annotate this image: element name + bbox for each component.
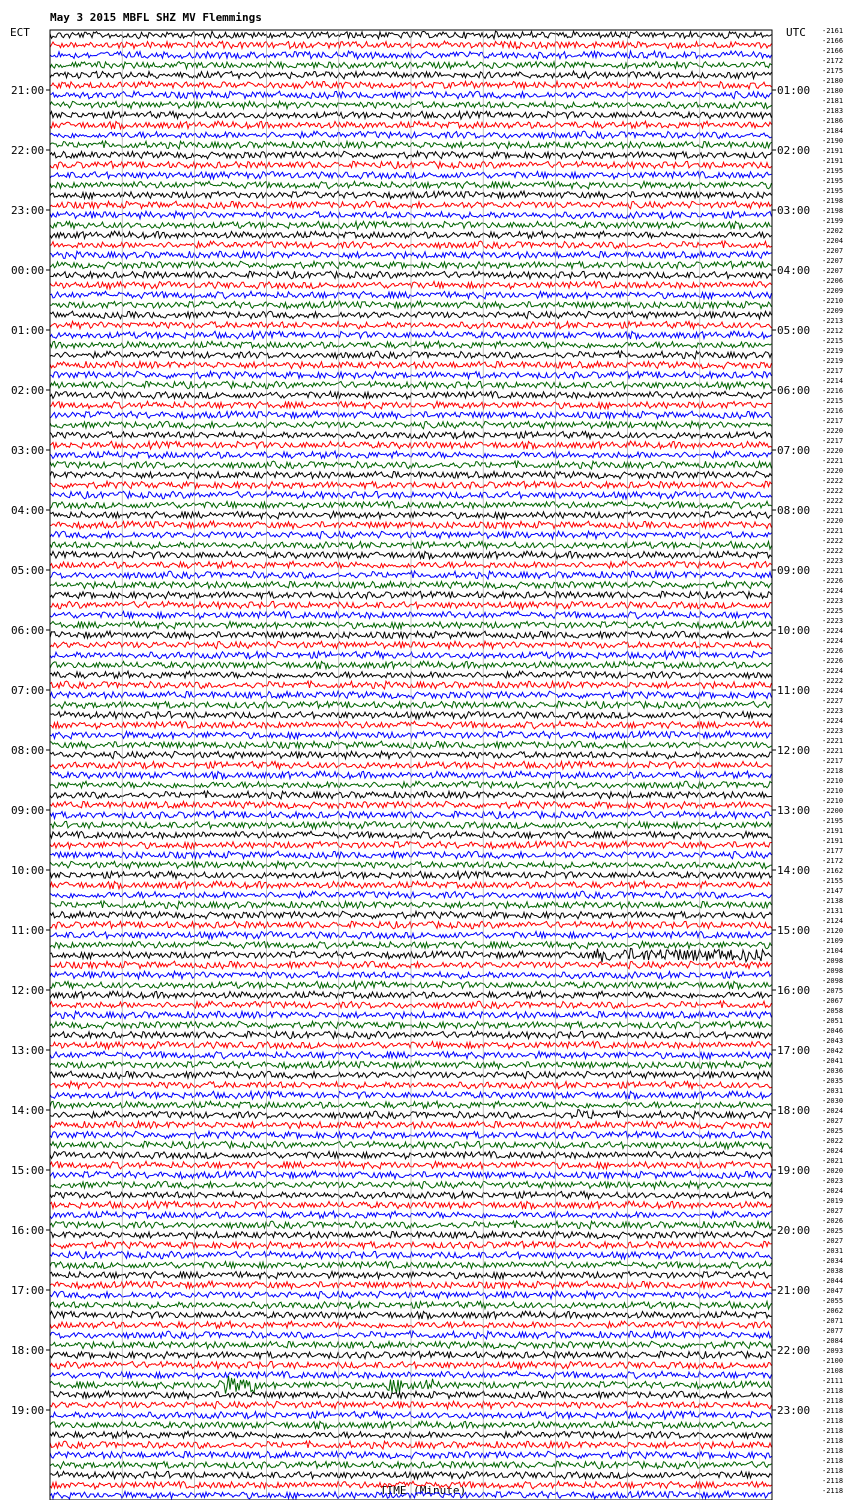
right-hour-label: 07:00: [777, 444, 811, 457]
trace-offset-label: -2202: [822, 227, 844, 235]
right-hour-label: 09:00: [777, 564, 811, 577]
trace-offset-label: -2222: [822, 677, 844, 685]
trace-offset-label: -2180: [822, 77, 844, 85]
trace-offset-label: -2206: [822, 277, 844, 285]
left-hour-label: 10:00: [11, 864, 45, 877]
trace-offset-label: -2215: [822, 397, 844, 405]
right-hour-label: 20:00: [777, 1224, 811, 1237]
trace-offset-label: -2226: [822, 647, 844, 655]
trace-offset-label: -2058: [822, 1007, 844, 1015]
trace-offset-label: -2221: [822, 527, 844, 535]
trace-offset-label: -2183: [822, 107, 844, 115]
left-hour-label: 19:00: [11, 1404, 45, 1417]
trace-offset-label: -2224: [822, 687, 844, 695]
trace-offset-label: -2035: [822, 1077, 844, 1085]
trace-offset-label: -2118: [822, 1487, 844, 1495]
left-hour-label: 11:00: [11, 924, 45, 937]
trace-offset-label: -2111: [822, 1377, 844, 1385]
trace-offset-label: -2020: [822, 1167, 844, 1175]
trace-offset-label: -2221: [822, 507, 844, 515]
trace-offset-label: -2195: [822, 177, 844, 185]
trace-offset-label: -2118: [822, 1477, 844, 1485]
right-hour-label: 23:00: [777, 1404, 811, 1417]
trace-offset-label: -2104: [822, 947, 844, 955]
trace-offset-label: -2224: [822, 717, 844, 725]
left-hour-label: 14:00: [11, 1104, 45, 1117]
trace-offset-label: -2220: [822, 467, 844, 475]
trace-offset-label: -2212: [822, 327, 844, 335]
trace-offset-label: -2210: [822, 797, 844, 805]
trace-offset-label: -2098: [822, 957, 844, 965]
trace-offset-label: -2226: [822, 577, 844, 585]
trace-offset-label: -2216: [822, 387, 844, 395]
trace-offset-label: -2210: [822, 297, 844, 305]
left-hour-label: 21:00: [11, 84, 45, 97]
trace-offset-label: -2024: [822, 1147, 844, 1155]
trace-offset-label: -2071: [822, 1317, 844, 1325]
trace-offset-label: -2155: [822, 877, 844, 885]
trace-offset-label: -2198: [822, 197, 844, 205]
trace-offset-labels: [822, 27, 843, 1495]
trace-offset-label: -2161: [822, 27, 844, 35]
trace-offset-label: -2215: [822, 337, 844, 345]
trace-offset-label: -2098: [822, 967, 844, 975]
trace-offset-label: -2199: [822, 217, 844, 225]
trace-offset-label: -2027: [822, 1207, 844, 1215]
trace-offset-label: -2216: [822, 407, 844, 415]
trace-offset-label: -2224: [822, 637, 844, 645]
trace-offset-label: -2209: [822, 287, 844, 295]
trace-offset-label: -2098: [822, 977, 844, 985]
left-hour-label: 18:00: [11, 1344, 45, 1357]
trace-offset-label: -2207: [822, 267, 844, 275]
right-hour-label: 21:00: [777, 1284, 811, 1297]
left-hour-label: 09:00: [11, 804, 45, 817]
trace-offset-label: -2108: [822, 1367, 844, 1375]
trace-offset-label: -2207: [822, 257, 844, 265]
trace-offset-label: -2204: [822, 237, 844, 245]
trace-offset-label: -2036: [822, 1067, 844, 1075]
right-hour-label: 17:00: [777, 1044, 811, 1057]
trace-offset-label: -2223: [822, 557, 844, 565]
trace-offset-label: -2221: [822, 737, 844, 745]
left-hour-label: 16:00: [11, 1224, 45, 1237]
trace-offset-label: -2118: [822, 1437, 844, 1445]
trace-offset-label: -2209: [822, 307, 844, 315]
trace-offset-label: -2022: [822, 1137, 844, 1145]
trace-offset-label: -2041: [822, 1057, 844, 1065]
trace-offset-label: -2222: [822, 487, 844, 495]
trace-offset-label: -2217: [822, 757, 844, 765]
trace-offset-label: -2109: [822, 937, 844, 945]
right-hour-label: 03:00: [777, 204, 811, 217]
x-axis-label: TIME (Minute): [380, 1484, 467, 1497]
trace-offset-label: -2218: [822, 767, 844, 775]
trace-offset-label: -2223: [822, 617, 844, 625]
trace-offset-label: -2024: [822, 1107, 844, 1115]
chart-title: May 3 2015 MBFL SHZ MV Flemmings: [50, 11, 262, 24]
trace-offset-label: -2027: [822, 1237, 844, 1245]
trace-offset-label: -2055: [822, 1297, 844, 1305]
trace-offset-label: -2031: [822, 1247, 844, 1255]
trace-offset-label: -2223: [822, 597, 844, 605]
trace-offset-label: -2024: [822, 1187, 844, 1195]
trace-offset-label: -2191: [822, 837, 844, 845]
trace-offset-label: -2120: [822, 927, 844, 935]
left-hour-label: 01:00: [11, 324, 45, 337]
trace-offset-label: -2214: [822, 377, 844, 385]
trace-offset-label: -2118: [822, 1467, 844, 1475]
left-hour-label: 13:00: [11, 1044, 45, 1057]
right-hour-label: 08:00: [777, 504, 811, 517]
trace-offset-label: -2221: [822, 567, 844, 575]
trace-offset-label: -2118: [822, 1457, 844, 1465]
trace-offset-label: -2224: [822, 627, 844, 635]
trace-offset-label: -2224: [822, 667, 844, 675]
trace-offset-label: -2220: [822, 517, 844, 525]
trace-offset-label: -2190: [822, 137, 844, 145]
trace-offset-label: -2027: [822, 1117, 844, 1125]
right-hour-label: 13:00: [777, 804, 811, 817]
left-hour-label: 15:00: [11, 1164, 45, 1177]
trace-offset-label: -2038: [822, 1267, 844, 1275]
trace-offset-label: -2162: [822, 867, 844, 875]
trace-offset-label: -2207: [822, 247, 844, 255]
trace-offset-label: -2221: [822, 747, 844, 755]
trace-offset-label: -2213: [822, 317, 844, 325]
trace-offset-label: -2221: [822, 457, 844, 465]
trace-offset-label: -2031: [822, 1087, 844, 1095]
trace-offset-label: -2124: [822, 917, 844, 925]
trace-offset-label: -2084: [822, 1337, 844, 1345]
trace-offset-label: -2219: [822, 347, 844, 355]
trace-offset-label: -2046: [822, 1027, 844, 1035]
trace-offset-label: -2166: [822, 47, 844, 55]
trace-offset-label: -2030: [822, 1097, 844, 1105]
trace-offset-label: -2186: [822, 117, 844, 125]
trace-offset-label: -2138: [822, 897, 844, 905]
trace-offset-label: -2093: [822, 1347, 844, 1355]
trace-offset-label: -2224: [822, 587, 844, 595]
trace-offset-label: -2220: [822, 447, 844, 455]
trace-offset-label: -2217: [822, 367, 844, 375]
right-hour-label: 22:00: [777, 1344, 811, 1357]
left-hour-labels: [11, 84, 50, 1417]
trace-offset-label: -2067: [822, 997, 844, 1005]
trace-offset-label: -2175: [822, 67, 844, 75]
right-hour-label: 02:00: [777, 144, 811, 157]
trace-offset-label: -2075: [822, 987, 844, 995]
trace-offset-label: -2100: [822, 1357, 844, 1365]
trace-offset-label: -2191: [822, 157, 844, 165]
trace-offset-label: -2217: [822, 417, 844, 425]
trace-offset-label: -2217: [822, 437, 844, 445]
trace-offset-label: -2181: [822, 97, 844, 105]
trace-offset-label: -2191: [822, 147, 844, 155]
trace-offset-label: -2210: [822, 787, 844, 795]
left-hour-label: 08:00: [11, 744, 45, 757]
right-hour-label: 18:00: [777, 1104, 811, 1117]
right-hour-label: 04:00: [777, 264, 811, 277]
trace-offset-label: -2222: [822, 477, 844, 485]
right-hour-label: 10:00: [777, 624, 811, 637]
trace-offset-label: -2051: [822, 1017, 844, 1025]
right-hour-label: 05:00: [777, 324, 811, 337]
trace-offset-label: -2118: [822, 1387, 844, 1395]
trace-offset-label: -2034: [822, 1257, 844, 1265]
trace-offset-label: -2219: [822, 357, 844, 365]
right-hour-label: 06:00: [777, 384, 811, 397]
trace-offset-label: -2025: [822, 1127, 844, 1135]
right-hour-label: 19:00: [777, 1164, 811, 1177]
trace-offset-label: -2044: [822, 1277, 844, 1285]
trace-offset-label: -2210: [822, 777, 844, 785]
trace-offset-label: -2118: [822, 1407, 844, 1415]
trace-offset-label: -2177: [822, 847, 844, 855]
trace-offset-label: -2042: [822, 1047, 844, 1055]
trace-offset-label: -2062: [822, 1307, 844, 1315]
trace-offset-label: -2225: [822, 607, 844, 615]
trace-offset-label: -2227: [822, 697, 844, 705]
trace-offset-label: -2118: [822, 1427, 844, 1435]
left-hour-label: 17:00: [11, 1284, 45, 1297]
right-timezone-label: UTC: [786, 26, 806, 39]
trace-offset-label: -2077: [822, 1327, 844, 1335]
left-hour-label: 22:00: [11, 144, 45, 157]
trace-offset-label: -2222: [822, 537, 844, 545]
trace-offset-label: -2222: [822, 497, 844, 505]
right-hour-labels: [772, 84, 810, 1417]
left-hour-label: 02:00: [11, 384, 45, 397]
trace-offset-label: -2172: [822, 57, 844, 65]
right-hour-label: 15:00: [777, 924, 811, 937]
right-hour-label: 01:00: [777, 84, 811, 97]
trace-offset-label: -2118: [822, 1417, 844, 1425]
trace-offset-label: -2047: [822, 1287, 844, 1295]
trace-offset-label: -2200: [822, 807, 844, 815]
trace-offset-label: -2118: [822, 1397, 844, 1405]
left-hour-label: 00:00: [11, 264, 45, 277]
trace-offset-label: -2184: [822, 127, 844, 135]
trace-offset-label: -2043: [822, 1037, 844, 1045]
trace-offset-label: -2195: [822, 187, 844, 195]
trace-offset-label: -2223: [822, 707, 844, 715]
right-hour-label: 14:00: [777, 864, 811, 877]
right-hour-label: 12:00: [777, 744, 811, 757]
trace-offset-label: -2118: [822, 1447, 844, 1455]
trace-offset-label: -2023: [822, 1177, 844, 1185]
trace-offset-label: -2191: [822, 827, 844, 835]
trace-offset-label: -2026: [822, 1217, 844, 1225]
trace-offset-label: -2172: [822, 857, 844, 865]
left-hour-label: 04:00: [11, 504, 45, 517]
trace-offset-label: -2220: [822, 427, 844, 435]
trace-offset-label: -2198: [822, 207, 844, 215]
trace-offset-label: -2025: [822, 1227, 844, 1235]
left-hour-label: 03:00: [11, 444, 45, 457]
left-hour-label: 12:00: [11, 984, 45, 997]
left-hour-label: 06:00: [11, 624, 45, 637]
left-hour-label: 07:00: [11, 684, 45, 697]
trace-offset-label: -2021: [822, 1157, 844, 1165]
trace-offset-label: -2195: [822, 817, 844, 825]
trace-offset-label: -2195: [822, 167, 844, 175]
left-hour-label: 23:00: [11, 204, 45, 217]
trace-offset-label: -2222: [822, 547, 844, 555]
left-hour-label: 05:00: [11, 564, 45, 577]
trace-offset-label: -2019: [822, 1197, 844, 1205]
trace-offset-label: -2180: [822, 87, 844, 95]
right-hour-label: 16:00: [777, 984, 811, 997]
trace-offset-label: -2223: [822, 727, 844, 735]
trace-offset-label: -2147: [822, 887, 844, 895]
trace-offset-label: -2226: [822, 657, 844, 665]
left-timezone-label: ECT: [10, 26, 30, 39]
right-hour-label: 11:00: [777, 684, 811, 697]
trace-offset-label: -2166: [822, 37, 844, 45]
trace-offset-label: -2131: [822, 907, 844, 915]
